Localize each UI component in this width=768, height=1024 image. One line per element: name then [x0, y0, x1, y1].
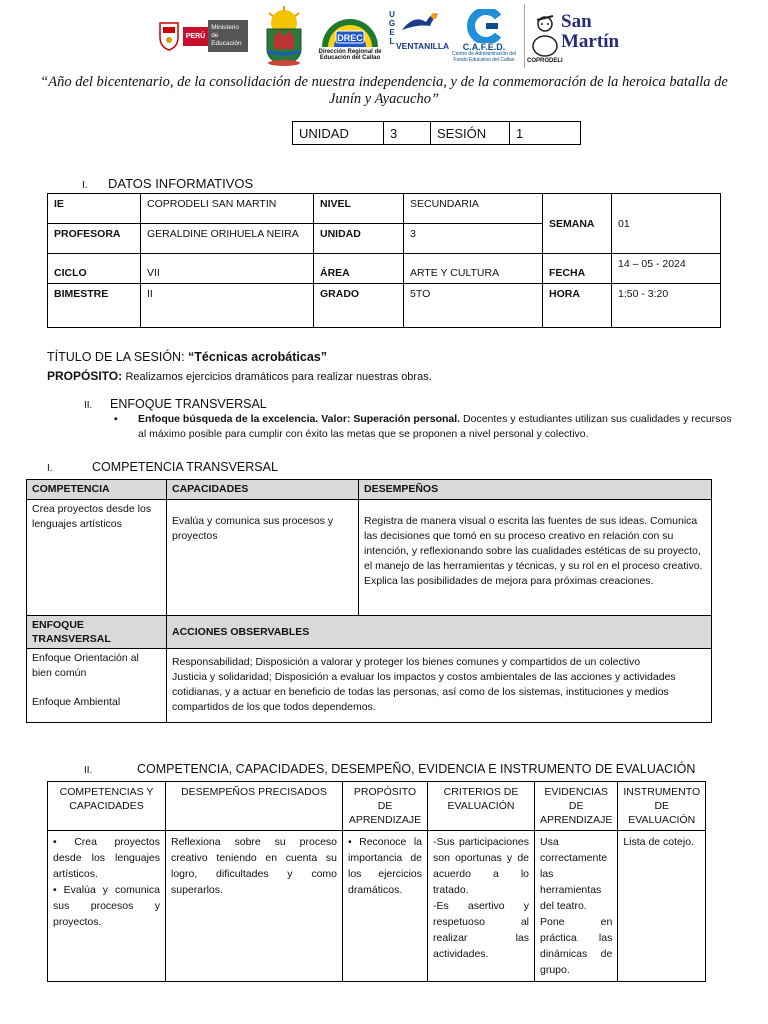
school-mascot-icon: [529, 10, 561, 58]
fecha-value: 14 – 05 - 2024: [612, 254, 721, 284]
purpose-label: PROPÓSITO:: [47, 369, 123, 383]
area-value: ARTE Y CULTURA: [404, 254, 543, 284]
purpose-value: Realizamos ejercicios dramáticos para realizar nuestras obras.: [125, 371, 432, 383]
section-title-text: COMPETENCIA, CAPACIDADES, DESEMPEÑO, EVIDENCIA E INSTRUMENTO DE EVALUACIÓN: [137, 762, 696, 776]
cafed-name: C.A.F.E.D.: [462, 42, 506, 53]
enfoque-list: [27, 649, 167, 723]
nivel-value: SECUNDARIA: [404, 194, 543, 224]
eval-evidencia-item: Usa correctamente las herramientas del teatro.: [540, 836, 608, 912]
drec-emblem-icon: [320, 11, 380, 49]
bird-icon: [400, 8, 440, 38]
enfoque-bold-text: Enfoque búsqueda de la excelencia. Valor: Superación personal.: [138, 413, 461, 425]
header-desempenos: DESEMPEÑOS: [359, 480, 712, 500]
bullet-icon: ▪: [114, 413, 118, 425]
bimestre-value: II: [141, 284, 314, 328]
eval-header: DESEMPEÑOS PRECISADOS: [166, 782, 343, 831]
regional-emblem-icon: [259, 5, 309, 67]
ie-label: IE: [48, 194, 141, 224]
eval-header: EVIDENCIAS DE APRENDIZAJE: [535, 782, 618, 831]
hora-label: HORA: [543, 284, 612, 328]
section-datos-title: [82, 176, 253, 191]
evaluation-table: [47, 781, 706, 982]
school-logo: [524, 4, 620, 68]
competencia-table: [26, 479, 712, 723]
ie-value: COPRODELI SAN MARTIN: [141, 194, 314, 224]
unidad-value: 3: [404, 224, 543, 254]
ugel-logo: [388, 4, 450, 68]
section-number: II.: [84, 400, 93, 411]
grado-value: 5TO: [404, 284, 543, 328]
section-competencia-title: [47, 460, 278, 474]
ciclo-value: VII: [141, 254, 314, 284]
eval-desempeno: Reflexiona sobre su proceso creativo teniendo en cuenta su logro, dificultades y como superarlos.: [166, 831, 343, 982]
year-slogan: “Año del bicentenario, de la consolidación de nuestra independencia, y de la conmemoración de la heroica batalla de Junín y Ayacucho”: [40, 74, 728, 107]
school-name: San Martín: [561, 11, 620, 52]
eval-comp-item: • Evalúa y comunica sus procesos y proyectos.: [53, 884, 160, 928]
enfoque-item-2: Enfoque Ambiental: [32, 696, 121, 708]
drec-caption: Dirección Regional de Educación del Callao: [318, 48, 382, 61]
section-title-text: ENFOQUE TRANSVERSAL: [110, 397, 267, 411]
unit-label: UNIDAD: [293, 122, 384, 145]
cafed-emblem-icon: [464, 9, 504, 43]
ugel-vertical-text: UGEL: [388, 10, 396, 46]
enfoque-bullet: [114, 412, 734, 442]
unidad-label: UNIDAD: [314, 224, 404, 254]
eval-criterio-item: -Es asertivo y respetuoso al realizar las actividades.: [433, 900, 529, 960]
eval-evidencia-item: Pone en práctica las dinámicas de grupo.: [540, 916, 613, 976]
hora-value: 1:50 - 3:20: [612, 284, 721, 328]
logo-banner: [150, 0, 620, 72]
peru-flag-label: PERÚ: [183, 27, 208, 46]
ministry-label: Ministerio de Educación: [208, 20, 248, 52]
eval-evidencias: [535, 831, 618, 982]
acciones-item-1: Responsabilidad; Disposición a valorar y proteger los bienes comunes y compartidos de un colectivo: [172, 656, 641, 668]
area-label: ÁREA: [314, 254, 404, 284]
section-enfoque-title: [84, 397, 267, 411]
eval-comp-item: • Crea proyectos desde los lenguajes artísticos.: [53, 836, 160, 880]
eval-header: CRITERIOS DE EVALUACIÓN: [428, 782, 535, 831]
profesora-label: PROFESORA: [48, 224, 141, 254]
header-acciones: ACCIONES OBSERVABLES: [167, 616, 712, 649]
session-title-label: TÍTULO DE LA SESIÓN:: [47, 350, 185, 364]
info-table: [47, 193, 721, 328]
session-value: 1: [510, 122, 581, 145]
fecha-label: FECHA: [543, 254, 612, 284]
ugel-name: VENTANILLA: [396, 41, 450, 51]
eval-proposito: • Reconoce la importancia de los ejercicios dramáticos.: [343, 831, 428, 982]
session-title-value: “Técnicas acrobáticas”: [188, 350, 327, 364]
session-title: [47, 350, 327, 364]
eval-instrumento: Lista de cotejo.: [618, 831, 706, 982]
competencia-text: Crea proyectos desde los lenguajes artísticos: [27, 500, 167, 616]
section-evaluacion-title: [84, 762, 695, 776]
nivel-label: NIVEL: [314, 194, 404, 224]
unit-value: 3: [384, 122, 431, 145]
regional-emblem-logo: [258, 4, 310, 68]
semana-label: SEMANA: [543, 194, 612, 254]
eval-criterio-item: -Sus participaciones son oportunas y de acuerdo a lo tratado.: [433, 836, 529, 896]
bimestre-label: BIMESTRE: [48, 284, 141, 328]
header-competencia: COMPETENCIA: [27, 480, 167, 500]
eval-competencias: [48, 831, 166, 982]
enfoque-item-1: Enfoque Orientación al bien común: [32, 652, 139, 679]
session-purpose: [47, 369, 432, 383]
section-number: I.: [82, 180, 88, 191]
cafed-logo: [448, 4, 520, 68]
unit-session-table: [292, 121, 581, 145]
acciones-item-2: Justicia y solidaridad; Disposición a evaluar los impactos y costos ambientales de las acciones y actividades cotidianas, y a actuar en beneficio de todas las personas, así como de los sistemas, instituciones y medios compartidos de los que todos dependemos.: [172, 671, 676, 713]
peru-shield-icon: [158, 21, 180, 51]
header-capacidades: CAPACIDADES: [167, 480, 359, 500]
capacidad-text: Evalúa y comunica sus procesos y proyectos: [167, 500, 359, 616]
school-caption: COPRODELI: [527, 58, 563, 64]
section-title-text: DATOS INFORMATIVOS: [108, 176, 254, 191]
eval-header: INSTRUMENTO DE EVALUACIÓN: [618, 782, 706, 831]
ciclo-label: CICLO: [48, 254, 141, 284]
eval-header: COMPETENCIAS Y CAPACIDADES: [48, 782, 166, 831]
enfoque-text-1: Docentes y estudiantes utilizan sus cualidades y recursos: [463, 413, 732, 425]
eval-header: PROPÓSITO DE APRENDIZAJE: [343, 782, 428, 831]
eval-criterios: [428, 831, 535, 982]
drec-name: DREC: [337, 32, 363, 43]
section-number: II.: [84, 765, 93, 776]
acciones-cell: [167, 649, 712, 723]
profesora-value: GERALDINE ORIHUELA NEIRA: [141, 224, 314, 254]
enfoque-text-2: al máximo posible para cumplir con éxito las metas que se proponen a nivel personal y colectivo.: [138, 428, 589, 440]
minedu-logo: [150, 4, 256, 68]
session-label: SESIÓN: [431, 122, 510, 145]
drec-logo: [315, 4, 385, 68]
section-title-text: COMPETENCIA TRANSVERSAL: [92, 460, 278, 474]
semana-value: 01: [612, 194, 721, 254]
header-enfoque: ENFOQUE TRANSVERSAL: [27, 616, 167, 649]
grado-label: GRADO: [314, 284, 404, 328]
desempeno-text: Registra de manera visual o escrita las fuentes de sus ideas. Comunica las decisiones que tomó en su proceso creativo en relación con su intención, y reflexionando sobre las cualidades estéticas de su proyecto, el manejo de las herramientas y técnicas, y su rol en el proceso creativo. Explica las posibilidades de mejora para próximas creaciones.: [359, 500, 712, 616]
section-number: I.: [47, 463, 53, 474]
cafed-caption: Centro de Administración del Fondo Educativo del Callao: [452, 51, 516, 63]
